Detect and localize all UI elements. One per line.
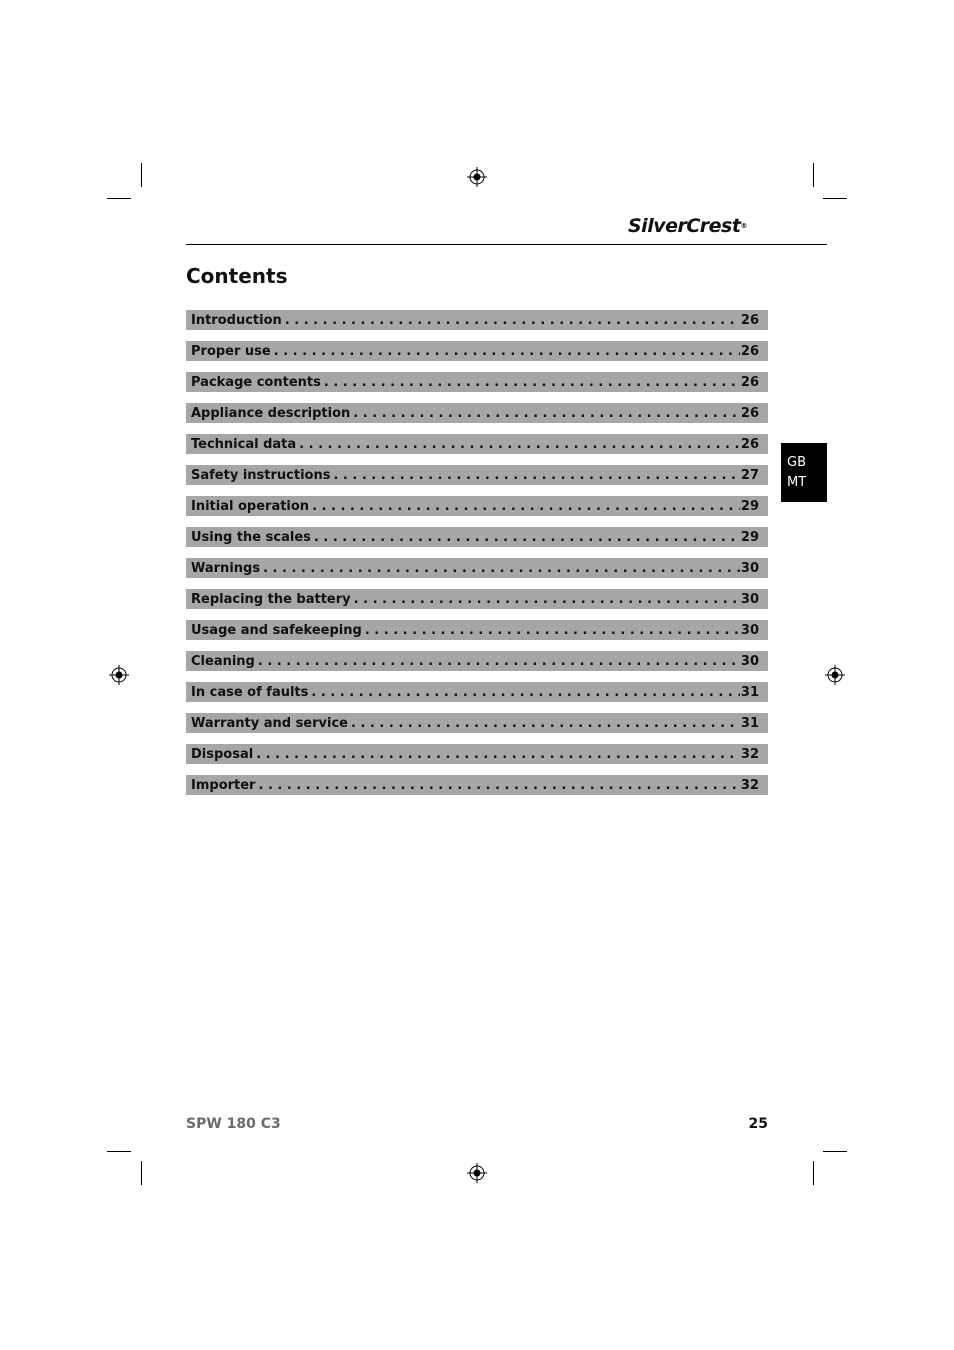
toc-dot-leader [333,468,739,483]
registered-trademark: ® [740,222,747,230]
toc-entry-label: Warranty and service [191,715,348,731]
toc-entry-page: 30 [740,560,759,576]
page-number: 25 [748,1116,768,1132]
toc-entry-label: Replacing the battery [191,591,351,607]
toc-entry-page: 30 [740,622,759,638]
table-of-contents [186,310,768,806]
toc-entry-page: 31 [740,684,759,700]
toc-entry-label: Safety instructions [191,467,331,483]
language-code-mt: MT [787,475,807,490]
registration-mark-icon [467,1163,487,1183]
toc-entry-label: Initial operation [191,498,310,514]
toc-entry-page: 27 [740,467,759,483]
toc-entry-label: Importer [191,777,256,793]
toc-entry-label: Cleaning [191,653,255,669]
toc-entry[interactable] [186,372,768,392]
toc-dot-leader [354,592,740,607]
crop-mark-bottom-left-vertical [141,1161,142,1185]
crop-mark-bottom-left-horizontal [107,1151,131,1152]
toc-entry-label: Technical data [191,436,297,452]
toc-entry[interactable] [186,558,768,578]
toc-entry-label: Proper use [191,343,271,359]
toc-dot-leader [258,778,739,793]
toc-dot-leader [365,623,740,638]
toc-entry-label: Using the scales [191,529,311,545]
toc-entry[interactable] [186,775,768,795]
toc-dot-leader [256,747,740,762]
toc-entry[interactable] [186,682,768,702]
toc-entry[interactable] [186,434,768,454]
toc-entry[interactable] [186,589,768,609]
toc-entry[interactable] [186,341,768,361]
toc-entry-page: 30 [740,591,759,607]
toc-entry[interactable] [186,744,768,764]
toc-entry-label: Usage and safekeeping [191,622,362,638]
toc-dot-leader [353,406,740,421]
toc-dot-leader [299,437,740,452]
toc-dot-leader [311,685,740,700]
toc-entry[interactable] [186,713,768,733]
crop-mark-bottom-right-vertical [813,1161,814,1185]
toc-entry-page: 26 [740,374,759,390]
toc-entry-page: 29 [740,498,759,514]
toc-entry-label: Appliance description [191,405,351,421]
toc-entry-page: 26 [740,312,759,328]
toc-entry[interactable] [186,403,768,423]
toc-dot-leader [314,530,740,545]
header-divider [186,244,827,245]
toc-dot-leader [285,313,740,328]
toc-dot-leader [258,654,740,669]
toc-dot-leader [312,499,740,514]
crop-mark-bottom-right-horizontal [823,1151,847,1152]
crop-mark-top-right-horizontal [823,198,847,199]
registration-mark-icon [467,167,487,187]
toc-dot-leader [263,561,740,576]
registration-mark-icon [109,665,129,685]
model-number: SPW 180 C3 [186,1116,281,1132]
language-tab [781,443,827,502]
language-code-gb: GB [787,455,806,470]
toc-entry-label: Warnings [191,560,261,576]
toc-entry-page: 29 [740,529,759,545]
toc-entry[interactable] [186,496,768,516]
toc-entry-page: 26 [740,405,759,421]
toc-entry-page: 32 [740,746,759,762]
toc-dot-leader [324,375,740,390]
crop-mark-top-left-horizontal [107,198,131,199]
brand-name: SilverCrest [628,215,741,237]
brand-logo [628,212,768,240]
toc-entry-page: 30 [740,653,759,669]
toc-entry-label: Introduction [191,312,282,328]
crop-mark-top-left-vertical [141,163,142,187]
toc-entry-page: 26 [740,343,759,359]
registration-mark-icon [825,665,845,685]
toc-dot-leader [351,716,740,731]
toc-entry-page: 32 [740,777,759,793]
toc-entry[interactable] [186,620,768,640]
toc-entry[interactable] [186,651,768,671]
toc-entry[interactable] [186,527,768,547]
page-title: Contents [186,264,288,288]
toc-entry-label: In case of faults [191,684,309,700]
toc-entry-label: Disposal [191,746,254,762]
toc-entry-page: 26 [740,436,759,452]
toc-dot-leader [274,344,740,359]
toc-entry-label: Package contents [191,374,321,390]
toc-entry[interactable] [186,310,768,330]
toc-entry[interactable] [186,465,768,485]
toc-entry-page: 31 [740,715,759,731]
crop-mark-top-right-vertical [813,163,814,187]
